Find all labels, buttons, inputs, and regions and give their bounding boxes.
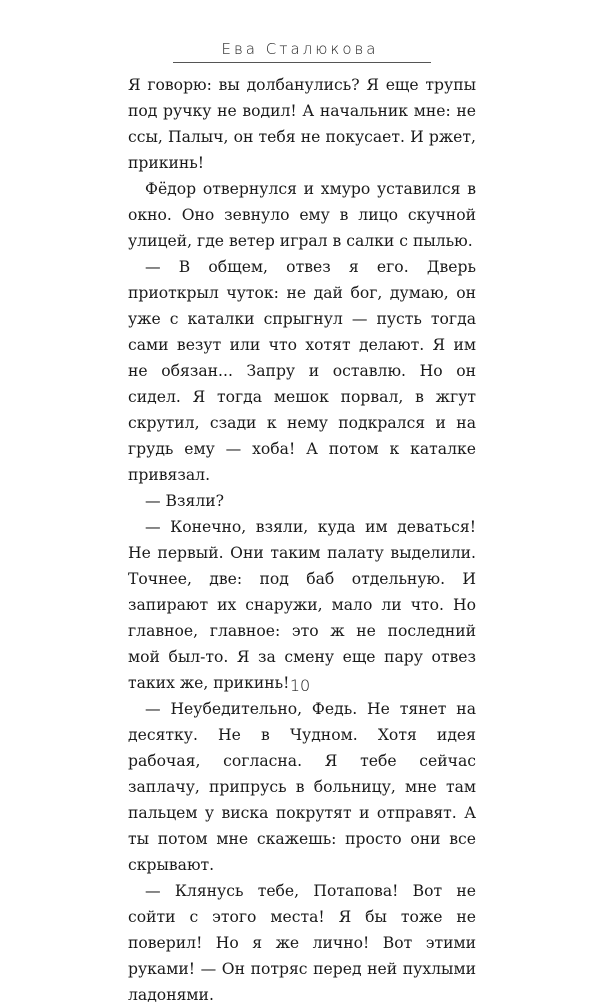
paragraph: — Клянусь тебе, Потапова! Вот не сойти с этого места! Я бы тоже не поверил! Но я же лично! Вот этими руками! — Он потряс перед ней пухлыми ладонями. (128, 882, 476, 1004)
header-rule (173, 62, 431, 63)
paragraph: — Конечно, взяли, куда им деваться! Не первый. Они таким палату выделили. Точнее, две: под баб отдельную. И запирают их снаружи, мало ли что. Но главное, главное: это ж не последний мой был-то. Я за смену еще пару отвез таких же, прикинь! (128, 518, 476, 692)
running-header-author: Ева Сталюкова (221, 40, 379, 58)
paragraph: — Взяли? (145, 492, 225, 510)
page-number: 10 (289, 676, 311, 695)
paragraph: Фёдор отвернулся и хмуро уставился в окно. Оно зевнуло ему в лицо скучной улицей, где ветер играл в салки с пылью. (128, 180, 476, 250)
paragraph: — В общем, отвез я его. Дверь приоткрыл чуток: не дай бог, думаю, он уже с каталки спрыгнул — пусть тогда сами везут или что хотят делают. Я им не обязан... Запру и оставлю. Но он сидел. Я тогда мешок порвал, в жгут скрутил, сзади к нему подкрался и на грудь ему — хоба! А потом к каталке привязал. (128, 258, 476, 484)
paragraph: — Неубедительно, Федь. Не тянет на десятку. Не в Чудном. Хотя идея рабочая, согласна. Я тебе сейчас заплачу, припрусь в больницу, мне там пальцем у виска покрутят и отправят. А ты потом мне скажешь: просто они все скрывают. (128, 700, 476, 874)
body-text (128, 72, 476, 1008)
paragraph: Я говорю: вы долбанулись? Я еще трупы под ручку не водил! А начальник мне: не ссы, Палыч, он тебя не покусает. И ржет, прикинь! (128, 76, 476, 172)
